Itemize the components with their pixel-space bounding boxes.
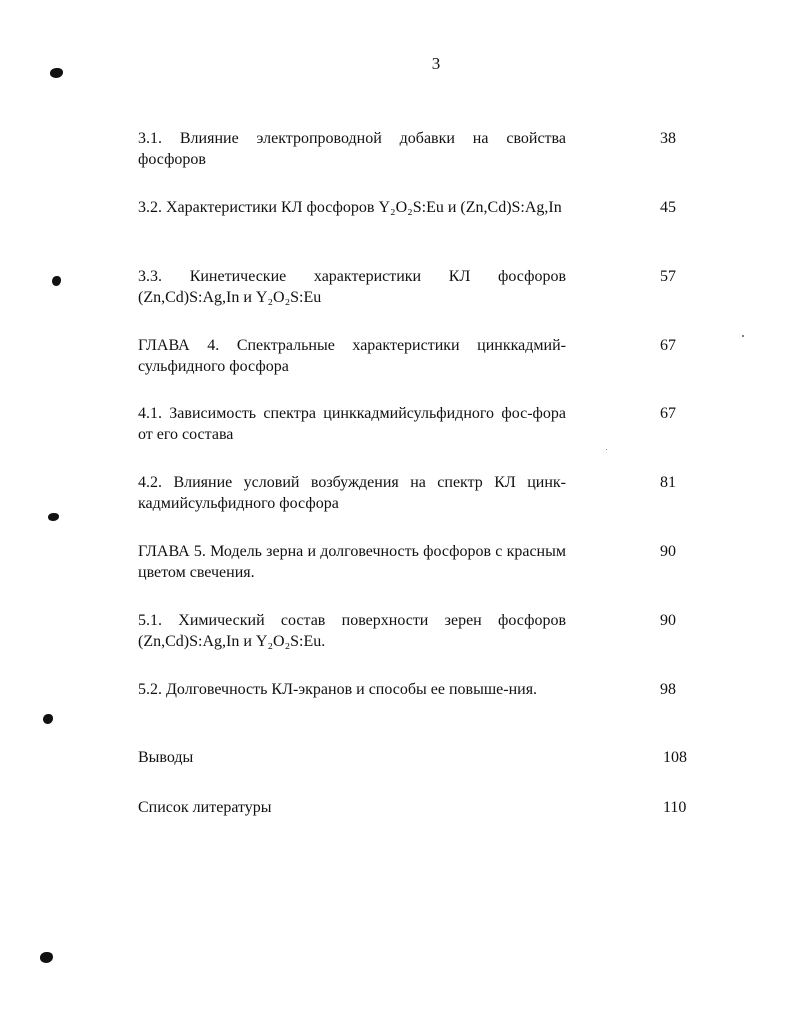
toc-entry-title: 5.2. Долговечность КЛ-экранов и способы ее повыше-ния.	[138, 681, 538, 698]
page-number: 3	[431, 54, 441, 73]
toc-entry-title: 3.1. Влияние электропроводной добавки на свойства фосфоров	[138, 130, 566, 168]
toc-entry-title: 4.2. Влияние условий возбуждения на спектр КЛ цинк-кадмийсульфидного фосфора	[138, 474, 566, 512]
toc-entry-title: 4.1. Зависимость спектра цинккадмийсульфидного фос-фора от его состава	[138, 405, 566, 443]
toc-entry-title: ГЛАВА 4. Спектральные характеристики цинккадмий-сульфидного фосфора	[138, 337, 566, 375]
toc-entry-title: 5.1. Химический состав поверхности зерен фосфоров (Zn,Cd)S:Ag,In и Y₂O₂S:Eu.	[138, 612, 566, 650]
toc-entry-page: 110	[663, 799, 687, 816]
scan-speck	[606, 449, 607, 450]
toc-entry-page: 98	[660, 681, 676, 698]
scan-speck	[742, 335, 744, 337]
toc-entry-page: 57	[660, 268, 676, 285]
toc-entry-title: Список литературы	[138, 799, 272, 816]
toc-entry-title: ГЛАВА 5. Модель зерна и долговечность фосфоров с красным цветом свечения.	[138, 543, 566, 581]
toc-entry-page: 67	[660, 405, 676, 422]
toc-entry-page: 38	[660, 130, 676, 147]
toc-entry-page: 90	[660, 612, 676, 629]
toc-entry-page: 81	[660, 474, 676, 491]
toc-entry-title: 3.3. Кинетические характеристики КЛ фосфоров (Zn,Cd)S:Ag,In и Y₂O₂S:Eu	[138, 268, 566, 306]
toc-entry-page: 90	[660, 543, 676, 560]
toc-entry-page: 67	[660, 337, 676, 354]
toc-entry-title: 3.2. Характеристики КЛ фосфоров Y₂O₂S:Eu и (Zn,Cd)S:Ag,In	[138, 199, 562, 216]
toc-entry-title: Выводы	[138, 749, 194, 766]
toc-entry-page: 108	[663, 749, 687, 766]
toc-entry-page: 45	[660, 199, 676, 216]
